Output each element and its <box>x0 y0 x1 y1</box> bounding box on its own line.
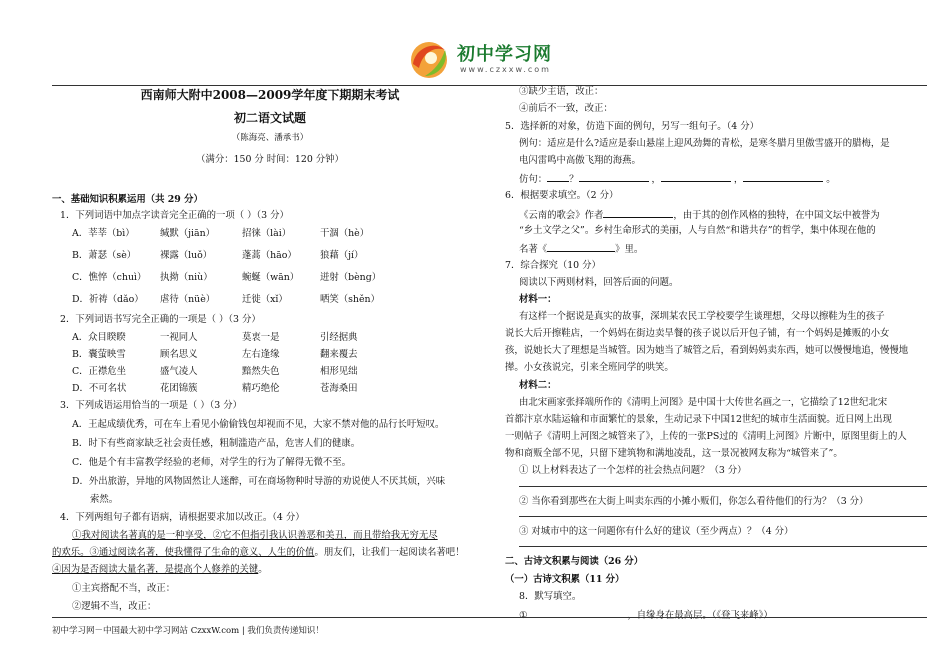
page-footer: 初中学习网－中国最大初中学习网站 CzxxW.com | 我们负责传递知识！ <box>52 626 324 636</box>
q5-comma-1: ， <box>651 174 661 185</box>
q7-intro: 阅读以下两则材料，回答后面的问题。 <box>519 277 679 288</box>
q4-passage-text: 。朋友们，让我们一起阅读名著吧！ <box>314 547 465 558</box>
q1-option-d2: 虐待（nüè） <box>160 294 216 305</box>
q6-text-1: 《云南的歌会》作者 <box>519 210 604 221</box>
q2-option-d2: 花团锦簇 <box>160 383 198 394</box>
q7-subquestion-1: ① 以上材料表达了一个怎样的社会热点问题？（3 分） <box>519 465 747 476</box>
exam-title: 西南师大附中2008—2009学年度下期期末考试 <box>140 88 400 102</box>
logo-swirl-icon <box>405 34 453 82</box>
q2-option-c1: C．正襟危坐 <box>72 366 127 377</box>
q7-answer-line-1[interactable] <box>519 486 927 487</box>
q4-sentence-1: ①我对阅读名著真的是一种享受， <box>72 530 213 541</box>
section-1-heading: 一、基础知识积累运用（共 29 分） <box>52 194 203 205</box>
q3-option-b: B．时下有些商家缺乏社会责任感，粗制滥造产品，危害人们的健康。 <box>72 438 361 449</box>
q1-option-a2: 缄默（jiān） <box>160 228 216 239</box>
material-1-line1: 有这样一个据说是真实的故事，深圳某农民工学校要学生谈理想，父母以擦鞋为生的孩子 <box>519 311 885 322</box>
q4-sentence-4-end: 。 <box>258 564 268 575</box>
q8-number: ① <box>519 610 528 621</box>
q5-blank-1[interactable] <box>547 172 569 182</box>
question-4: 4．下列两组句子都有语病，请根据要求加以改正。（4 分） <box>60 512 305 523</box>
q2-option-d4: 苍海桑田 <box>320 383 358 394</box>
q1-option-b2: 裸露（luǒ） <box>160 250 213 261</box>
q6-text-2: ，由于其的创作风格的独特，在中国文坛中被誉为 <box>673 210 880 221</box>
q5-question-mark: ？ <box>569 174 579 185</box>
q1-option-c4: 迸射（bèng） <box>320 272 382 283</box>
q2-option-d3: 精巧绝伦 <box>242 383 280 394</box>
q1-option-c3: 蜿蜒（wān） <box>242 272 300 283</box>
q6-work-blank[interactable] <box>547 242 615 252</box>
material-2-line2: 首都汴京水陆运输和市面繁忙的景象，生动记录下中国12世纪的城市生活面貌。近日网上出现 <box>505 414 892 425</box>
material-2-label: 材料二： <box>519 380 557 391</box>
subsection-1-heading: （一）古诗文积累（11 分） <box>505 574 625 585</box>
q1-option-a1: A．莘莘（bì） <box>72 228 135 239</box>
exam-score-time: （满分：150 分 时间：120 分钟） <box>196 154 344 165</box>
q7-answer-line-3[interactable] <box>519 546 927 547</box>
logo-url: www.czxxw.com <box>460 65 551 74</box>
q5-comma-2: ， <box>733 174 744 185</box>
q4-sentence-3: ③通过阅读名著，使我懂得了生命的意义、人生的价值 <box>89 547 315 558</box>
q2-option-c3: 黯然失色 <box>242 366 280 377</box>
q4-answer-2: ②逻辑不当，改正： <box>72 601 157 612</box>
material-2-line1: 由北宋画家张择端所作的《清明上河图》是中国十大传世名画之一，它描绘了12世纪北宋 <box>519 397 888 408</box>
q6-line2: “乡土文学之父”。乡村生命形式的美丽，人与自然“和谐共存”的哲学，集中体现在他的 <box>519 225 876 236</box>
q4-passage-line1 <box>72 530 438 542</box>
material-1-label: 材料一： <box>519 294 557 305</box>
q4-answer-3: ③缺少主语，改正： <box>519 86 604 97</box>
q5-blank-2[interactable] <box>579 172 649 182</box>
q1-option-b3: 蓬蒿（hāo） <box>242 250 297 261</box>
q3-option-a: A．王起成绩优秀，可在车上看见小偷偷钱包却视而不见，大家不禁对他的品行长吁短叹。 <box>72 419 445 430</box>
q6-author-blank[interactable] <box>603 208 673 218</box>
q1-option-c1: C．憔悴（chuì） <box>72 272 147 283</box>
logo-name: 初中学习网 <box>457 44 552 65</box>
q3-option-d-line1: D．外出旅游，异地的风物固然让人迷醉，可在商场物种时导游的劝说使人不厌其烦，兴味 <box>72 476 446 487</box>
q6-text-3: 名著《 <box>519 244 548 255</box>
q3-option-c: C．他是个有丰富教学经验的老师，对学生的行为了解得无微不至。 <box>72 457 352 468</box>
q6-text-4: 》里。 <box>615 244 644 255</box>
q6-line3 <box>519 242 643 256</box>
q2-option-b2: 顾名思义 <box>160 349 198 360</box>
top-divider <box>52 85 927 86</box>
q1-option-d3: 迁徙（xǐ） <box>242 294 288 305</box>
q2-option-a2: 一视同人 <box>160 332 198 343</box>
q1-option-d4: 哂笑（shěn） <box>320 294 380 305</box>
question-8: 8．默写填空。 <box>519 591 582 602</box>
q2-option-c4: 相形见绌 <box>320 366 358 377</box>
q2-option-c2: 盛气凌人 <box>160 366 198 377</box>
q1-option-d1: D．祈祷（dǎo） <box>72 294 144 305</box>
q2-option-d1: D．不可名状 <box>72 383 127 394</box>
q1-option-c2: 执拗（niù） <box>160 272 213 283</box>
material-1-line4: 撵。小女孩说完，引来全班同学的哄笑。 <box>505 362 674 373</box>
q1-option-b1: B．萧瑟（sè） <box>72 250 137 261</box>
q4-answer-4: ④前后不一致，改正： <box>519 103 613 114</box>
q5-answer-line <box>519 172 836 186</box>
q4-sentence-2: ②它不但指引我认识善恶和美丑，而且带给我无穷无尽 <box>212 530 438 541</box>
material-2-line3: 一则帖子《清明上河图之城管来了》，上传的一张PS过的《清明上河图》片断中，原图里街上的人 <box>505 431 907 442</box>
q4-sentence-2-end: 的欢乐。 <box>52 547 90 558</box>
question-6: 6．根据要求填空。（2 分） <box>505 190 619 201</box>
q5-example-line1: 例句：适应是什么?适应是泰山悬崖上迎风劲舞的青松，是寒冬腊月里傲雪盛开的腊梅，是 <box>519 138 890 149</box>
q5-blank-3[interactable] <box>661 172 731 182</box>
q3-option-d-line2: 索然。 <box>90 494 119 505</box>
material-1-line3: 孩，说她长大了理想是当城管。因为她当了城管之后，看到妈妈卖东西，她可以慢慢地追，慢慢地 <box>505 345 909 356</box>
q6-line1 <box>519 208 880 222</box>
q8-line1 <box>519 608 773 622</box>
q1-option-a3: 招徕（lài） <box>242 228 292 239</box>
q2-option-b3: 左右逢缘 <box>242 349 280 360</box>
q5-example-line2: 电闪雷鸣中高傲飞翔的海燕。 <box>519 155 641 166</box>
q8-text: ，自缘身在最高层。（《登飞来峰》） <box>627 610 773 621</box>
q1-option-b4: 狼藉（jí） <box>320 250 364 261</box>
q4-answer-1: ①主宾搭配不当，改正： <box>72 583 176 594</box>
q4-passage-line3 <box>52 564 268 576</box>
q2-option-b4: 翻来覆去 <box>320 349 358 360</box>
q1-option-a4: 干涸（hè） <box>320 228 370 239</box>
question-7: 7．综合探究（10 分） <box>505 260 601 271</box>
q7-answer-line-2[interactable] <box>519 516 927 517</box>
q2-option-a3: 莫衷一是 <box>242 332 280 343</box>
q7-subquestion-2: ② 当你看到那些在大街上叫卖东西的小摊小贩们，你怎么看待他们的行为？（3 分） <box>519 496 869 507</box>
q2-option-a4: 引经据典 <box>320 332 358 343</box>
section-2-heading: 二、古诗文积累与阅读（26 分） <box>505 556 644 567</box>
question-3: 3．下列成语运用恰当的一项是（ ）（3 分） <box>60 400 242 411</box>
exam-authors: （陈海亮、潘承书） <box>231 133 309 143</box>
bottom-divider <box>52 617 927 618</box>
q2-option-a1: A．众目睽睽 <box>72 332 126 343</box>
q5-blank-4[interactable] <box>743 172 823 182</box>
material-2-line4: 物和商贩全部不见，只留下建筑物和满地凌乱，这一景况被网友称为“城管来了”。 <box>505 448 843 459</box>
material-1-line2: 说长大后开擦鞋店，一个妈妈在街边卖旱餐的孩子说以后开包子铺，有一个妈妈是摊贩的小女 <box>505 328 890 339</box>
q4-passage-line2 <box>52 547 465 559</box>
q5-period: 。 <box>826 174 836 185</box>
question-5: 5．选择新的对象，仿造下面的例句，另写一组句子。（4 分） <box>505 121 759 132</box>
q2-option-b1: B．囊萤映雪 <box>72 349 126 360</box>
site-logo <box>405 34 555 90</box>
q7-subquestion-3: ③ 对城市中的这一问题你有什么好的建议（至少两点）？（4 分） <box>519 526 794 537</box>
q5-answer-label: 仿句： <box>519 174 548 185</box>
question-1: 1．下列词语中加点字读音完全正确的一项（ ）（3 分） <box>60 210 289 221</box>
question-2: 2．下列词语书写完全正确的一项是（ ）（3 分） <box>60 314 261 325</box>
exam-subtitle: 初二语文试题 <box>233 111 306 125</box>
q4-sentence-4: ④因为是否阅读大量名著，是提高个人修养的关键 <box>52 564 259 575</box>
